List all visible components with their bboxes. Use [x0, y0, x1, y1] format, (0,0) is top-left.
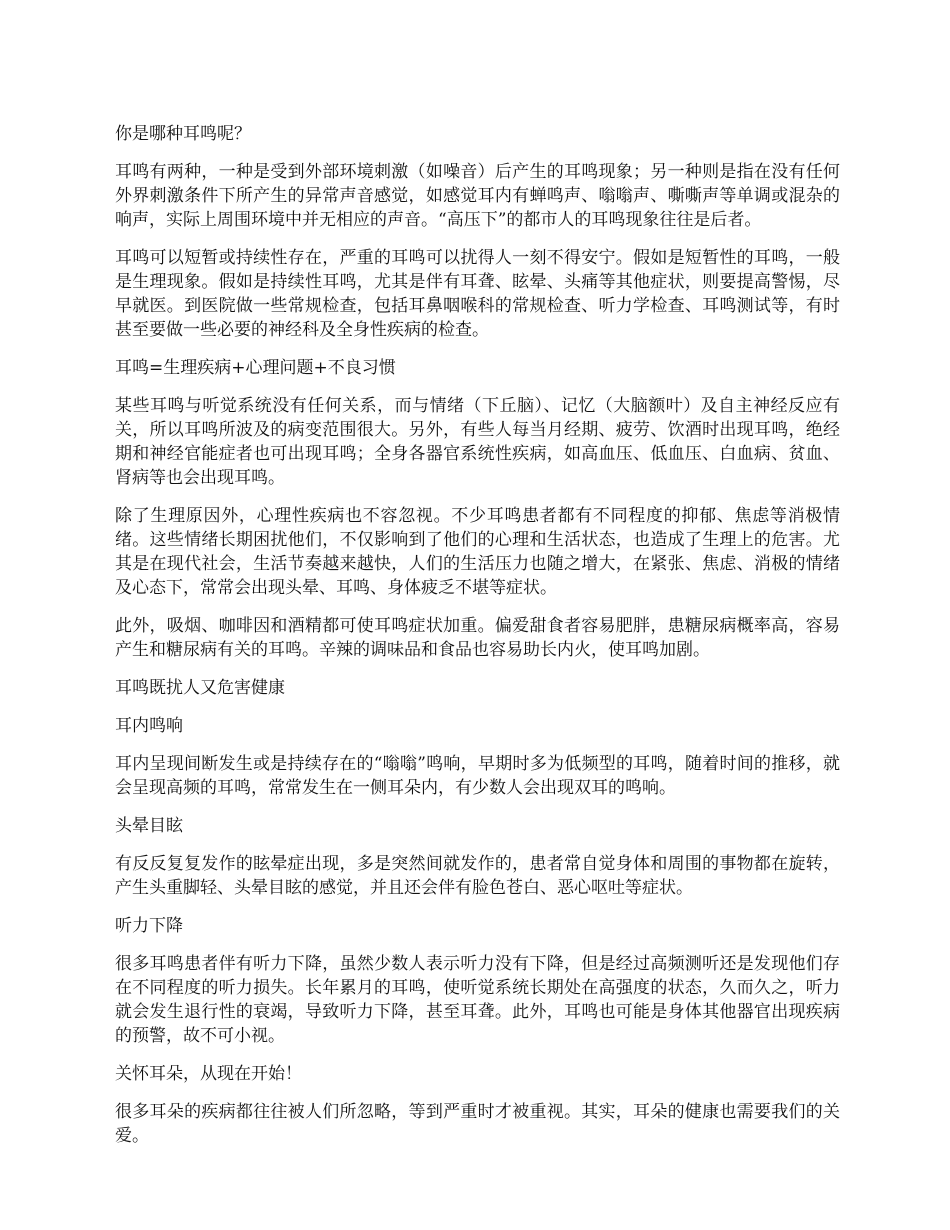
section-title-causes: 耳鸣=生理疾病+心理问题+不良习惯: [115, 358, 396, 378]
paragraph-psychological: 除了生理原因外，心理性疾病也不容忽视。不少耳鸣患者都有不同程度的抑郁、焦虑等消极情绪。这些情绪长期困扰他们，不仅影响到了他们的心理和生活状态，也造成了生理上的危害。尤其是在现代社会，生活节奏越来越快，人们的生活压力也随之增大，在紧张、焦虑、消极的情绪及心态下，常常会出现头晕、耳鸣、身体疲乏不堪等症状。: [115, 506, 840, 598]
section-title-ear-care: 关怀耳朵，从现在开始！: [115, 1064, 302, 1084]
subsection-title-dizziness: 头晕目眩: [115, 816, 183, 836]
paragraph-habits: 此外，吸烟、咖啡因和酒精都可使耳鸣症状加重。偏爱甜食者容易肥胖，患糖尿病概率高，容易产生和糖尿病有关的耳鸣。辛辣的调味品和食品也容易助长内火，使耳鸣加剧。: [115, 616, 840, 660]
subsection-title-hearing-loss: 听力下降: [115, 916, 183, 936]
paragraph-dizziness: 有反反复复发作的眩晕症出现，多是突然间就发作的，患者常自觉身体和周围的事物都在旋转，产生头重脚轻、头晕目眩的感觉，并且还会伴有脸色苍白、恶心呕吐等症状。: [115, 854, 840, 898]
subsection-title-ringing: 耳内鸣响: [115, 716, 183, 736]
paragraph-hearing-loss: 很多耳鸣患者伴有听力下降，虽然少数人表示听力没有下降，但是经过高频测听还是发现他们存在不同程度的听力损失。长年累月的耳鸣，使听觉系统长期处在高强度的状态，久而久之，听力就会发生退行性的衰竭，导致听力下降，甚至耳聋。此外，耳鸣也可能是身体其他器官出现疾病的预警，故不可小视。: [115, 954, 840, 1046]
paragraph-ear-care: 很多耳朵的疾病都往往被人们所忽略，等到严重时才被重视。其实，耳朵的健康也需要我们的关爱。: [115, 1102, 840, 1146]
section-title-tinnitus-type: 你是哪种耳鸣呢？: [115, 124, 251, 144]
section-title-harm: 耳鸣既扰人又危害健康: [115, 678, 285, 698]
paragraph-physiological: 某些耳鸣与听觉系统没有任何关系，而与情绪（下丘脑）、记忆（大脑额叶）及自主神经反应有关，所以耳鸣所波及的病变范围很大。另外，有些人每当月经期、疲劳、饮酒时出现耳鸣，绝经期和神经官能症者也可出现耳鸣；全身各器官系统性疾病，如高血压、低血压、白血病、贫血、肾病等也会出现耳鸣。: [115, 396, 840, 488]
paragraph-ringing: 耳内呈现间断发生或是持续存在的“嗡嗡”鸣响，早期时多为低频型的耳鸣，随着时间的推移，就会呈现高频的耳鸣，常常发生在一侧耳朵内，有少数人会出现双耳的鸣响。: [115, 754, 840, 798]
document-body: [115, 122, 840, 1162]
paragraph-duration: 耳鸣可以短暂或持续性存在，严重的耳鸣可以扰得人一刻不得安宁。假如是短暂性的耳鸣，一般是生理现象。假如是持续性耳鸣，尤其是伴有耳聋、眩晕、头痛等其他症状，则要提高警惕，尽早就医。到医院做一些常规检查，包括耳鼻咽喉科的常规检查、听力学检查、耳鸣测试等，有时甚至要做一些必要的神经科及全身性疾病的检查。: [115, 248, 840, 340]
paragraph-two-kinds: 耳鸣有两种，一种是受到外部环境刺激（如噪音）后产生的耳鸣现象；另一种则是指在没有任何外界刺激条件下所产生的异常声音感觉，如感觉耳内有蝉鸣声、嗡嗡声、嘶嘶声等单调或混杂的响声，实际上周围环境中并无相应的声音。“高压下”的都市人的耳鸣现象往往是后者。: [115, 162, 840, 230]
